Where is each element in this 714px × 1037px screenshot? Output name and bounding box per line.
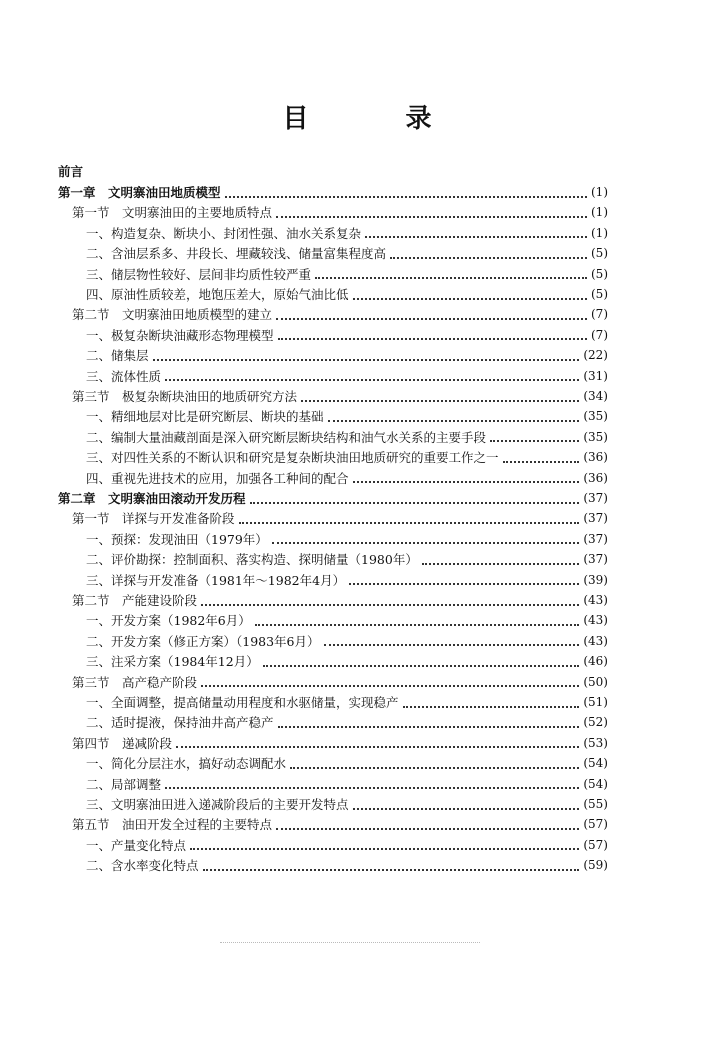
- toc-entry-title: 二、含水率变化特点: [86, 858, 199, 874]
- dot-leader: [353, 480, 580, 483]
- toc-item-entry: [86, 325, 608, 345]
- toc-page-number: (1): [591, 205, 608, 220]
- toc-entry-title: 三、对四性关系的不断认识和研究是复杂断块油田地质研究的重要工作之一: [86, 450, 499, 466]
- dot-leader: [225, 195, 587, 198]
- toc-entry-title: 一、产量变化特点: [86, 837, 187, 853]
- toc-page-number: (5): [591, 266, 608, 281]
- dot-leader: [353, 807, 580, 810]
- toc-item-entry: [86, 835, 608, 855]
- toc-item-entry: [86, 631, 608, 651]
- toc-entry-title: 一、简化分层注水，搞好动态调配水: [86, 756, 287, 772]
- dot-leader: [353, 297, 587, 300]
- toc-entry-title: 三、注采方案（1984年12月）: [86, 654, 259, 670]
- dot-leader: [276, 827, 579, 830]
- toc-page-number: (43): [583, 633, 608, 648]
- toc-page-number: (36): [583, 470, 608, 485]
- toc-item-entry: [86, 692, 608, 712]
- toc-page-number: (37): [583, 491, 608, 505]
- dot-leader: [422, 562, 580, 565]
- dot-leader: [490, 439, 579, 442]
- toc-entry-title: 第三节 极复杂断块油田的地质研究方法: [72, 389, 298, 404]
- toc-entry-title: 一、构造复杂、断块小、封闭性强、油水关系复杂: [86, 225, 362, 241]
- toc-item-entry: [86, 794, 608, 814]
- toc-item-entry: [86, 427, 608, 447]
- toc-section-entry: [72, 814, 608, 834]
- toc-page-number: (34): [583, 389, 608, 403]
- dot-leader: [315, 276, 587, 279]
- toc-entry-title: 第二节 文明寨油田地质模型的建立: [72, 307, 273, 323]
- toc-item-entry: [86, 610, 608, 630]
- dot-leader: [365, 235, 587, 238]
- toc-page-number: (55): [583, 797, 608, 811]
- toc-page-number: (37): [583, 531, 608, 546]
- toc-entry-title: 四、原油性质较差，地饱压差大，原始气油比低: [86, 287, 349, 302]
- toc-entry-title: 第一章 文明寨油田地质模型: [58, 185, 221, 200]
- toc-page-number: (57): [583, 837, 608, 852]
- toc-item-entry: [86, 651, 608, 671]
- dot-leader: [328, 419, 580, 422]
- toc-item-entry: [86, 855, 608, 875]
- toc-page-number: (52): [583, 715, 608, 730]
- toc-page-number: (53): [583, 735, 608, 750]
- toc-section-entry: [72, 508, 608, 528]
- toc-page-number: (37): [583, 511, 608, 526]
- toc-entry-title: 一、全面调整，提高储量动用程度和水驱储量，实现稳产: [86, 695, 399, 710]
- toc-entry-title: 三、储层物性较好、层间非均质性较严重: [86, 266, 312, 282]
- toc-entry-title: 三、流体性质: [86, 368, 162, 384]
- toc-entry-title: 第三节 高产稳产阶段: [72, 674, 198, 690]
- toc-item-entry: [86, 549, 608, 569]
- toc-entry-title: 二、含油层系多、井段长、埋藏较浅、储量富集程度高: [86, 246, 387, 262]
- toc-item-entry: [86, 243, 608, 263]
- dot-leader: [255, 623, 580, 626]
- toc-page-number: (31): [583, 368, 608, 383]
- toc-page-number: (43): [583, 613, 608, 628]
- toc-entry-title: 第五节 油田开发全过程的主要特点: [72, 817, 273, 833]
- dot-leader: [190, 847, 579, 850]
- scan-artifact: [220, 938, 480, 943]
- dot-leader: [290, 766, 579, 769]
- dot-leader: [203, 868, 580, 871]
- toc-item-entry: [86, 406, 608, 426]
- toc-entry-title: 二、适时提液，保持油井高产稳产: [86, 715, 274, 731]
- dot-leader: [403, 705, 580, 708]
- toc-item-entry: [86, 345, 608, 365]
- toc-page-number: (7): [591, 307, 608, 322]
- toc-entry-title: 二、储集层: [86, 348, 149, 364]
- toc-item-entry: [86, 366, 608, 386]
- toc-item-entry: [86, 712, 608, 732]
- toc-page-number: (50): [583, 674, 608, 689]
- toc-entry-title: 一、极复杂断块油藏形态物理模型: [86, 327, 274, 343]
- page-title: 目 录: [282, 104, 476, 134]
- toc-item-entry: [86, 284, 608, 304]
- toc-page-number: (39): [583, 572, 608, 587]
- dot-leader: [263, 664, 580, 667]
- toc-page-number: (7): [591, 327, 608, 342]
- toc-entry-title: 二、评价勘探：控制面积、落实构造、探明储量（1980年）: [86, 552, 418, 568]
- toc-page-number: (22): [583, 348, 608, 363]
- toc-page-number: (54): [583, 756, 608, 771]
- toc-page-number: (35): [583, 409, 608, 424]
- toc-item-entry: [86, 529, 608, 549]
- toc-item-entry: [86, 753, 608, 773]
- preface-heading: 前言: [58, 164, 84, 179]
- toc-entry-title: 二、编制大量油藏剖面是深入研究断层断块结构和油气水关系的主要手段: [86, 429, 487, 445]
- dot-leader: [165, 378, 579, 381]
- dot-leader: [165, 786, 579, 789]
- toc-page-number: (5): [591, 246, 608, 261]
- toc-page-number: (36): [583, 450, 608, 465]
- toc-entry-title: 第二节 产能建设阶段: [72, 593, 198, 608]
- toc-page-number: (51): [583, 695, 608, 709]
- toc-item-entry: [86, 468, 608, 488]
- dot-leader: [201, 684, 579, 687]
- toc-item-entry: [86, 447, 608, 467]
- dot-leader: [153, 358, 580, 361]
- toc-item-entry: [86, 774, 608, 794]
- toc-page-number: (46): [583, 654, 608, 669]
- toc-entry-title: 第一节 文明寨油田的主要地质特点: [72, 205, 273, 221]
- dot-leader: [272, 541, 580, 544]
- toc-entry-title: 二、局部调整: [86, 776, 162, 792]
- dot-leader: [301, 399, 579, 402]
- toc-page-number: (1): [591, 225, 608, 240]
- toc-page-number: (1): [591, 185, 608, 199]
- toc-entry-title: 一、精细地层对比是研究断层、断块的基础: [86, 409, 324, 425]
- toc-entry-title: 第二章 文明寨油田滚动开发历程: [58, 491, 246, 506]
- toc-item-entry: [86, 570, 608, 590]
- toc-page-number: (54): [583, 776, 608, 791]
- dot-leader: [250, 501, 580, 504]
- toc-entry-title: 二、开发方案（修正方案）（1983年6月）: [86, 633, 320, 649]
- toc-page-number: (37): [583, 552, 608, 567]
- dot-leader: [324, 643, 580, 646]
- toc-section-entry: [72, 386, 608, 406]
- dot-leader: [503, 460, 580, 463]
- toc-section-entry: [72, 733, 608, 753]
- dot-leader: [278, 725, 580, 728]
- dot-leader: [276, 317, 587, 320]
- dot-leader: [239, 521, 580, 524]
- toc-entry-title: 一、开发方案（1982年6月）: [86, 613, 251, 629]
- toc-item-entry: [86, 223, 608, 243]
- toc-entry-title: 三、文明寨油田进入递减阶段后的主要开发特点: [86, 797, 349, 812]
- toc-page-number: (57): [583, 817, 608, 832]
- toc-section-entry: [72, 672, 608, 692]
- toc-chapter-entry: [58, 488, 608, 508]
- toc-page-number: (43): [583, 593, 608, 607]
- dot-leader: [278, 337, 587, 340]
- dot-leader: [176, 745, 579, 748]
- toc-section-entry: [72, 590, 608, 610]
- toc-item-entry: [86, 264, 608, 284]
- dot-leader: [390, 256, 587, 259]
- toc-page-number: (59): [583, 858, 608, 873]
- dot-leader: [201, 603, 579, 606]
- toc-section-entry: [72, 202, 608, 222]
- toc-entry-title: 四、重视先进技术的应用，加强各工种间的配合: [86, 470, 349, 486]
- toc-section-entry: [72, 304, 608, 324]
- toc-entry-title: 三、详探与开发准备（1981年～1982年4月）: [86, 572, 346, 588]
- toc-page-number: (35): [583, 429, 608, 444]
- dot-leader: [276, 215, 587, 218]
- toc-entry-title: 一、预探：发现油田（1979年）: [86, 531, 268, 547]
- toc-chapter-entry: [58, 182, 608, 202]
- dot-leader: [349, 582, 579, 585]
- toc-entry-title: 第四节 递减阶段: [72, 735, 173, 751]
- toc-entry-title: 第一节 详探与开发准备阶段: [72, 511, 235, 527]
- toc-page-number: (5): [591, 287, 608, 301]
